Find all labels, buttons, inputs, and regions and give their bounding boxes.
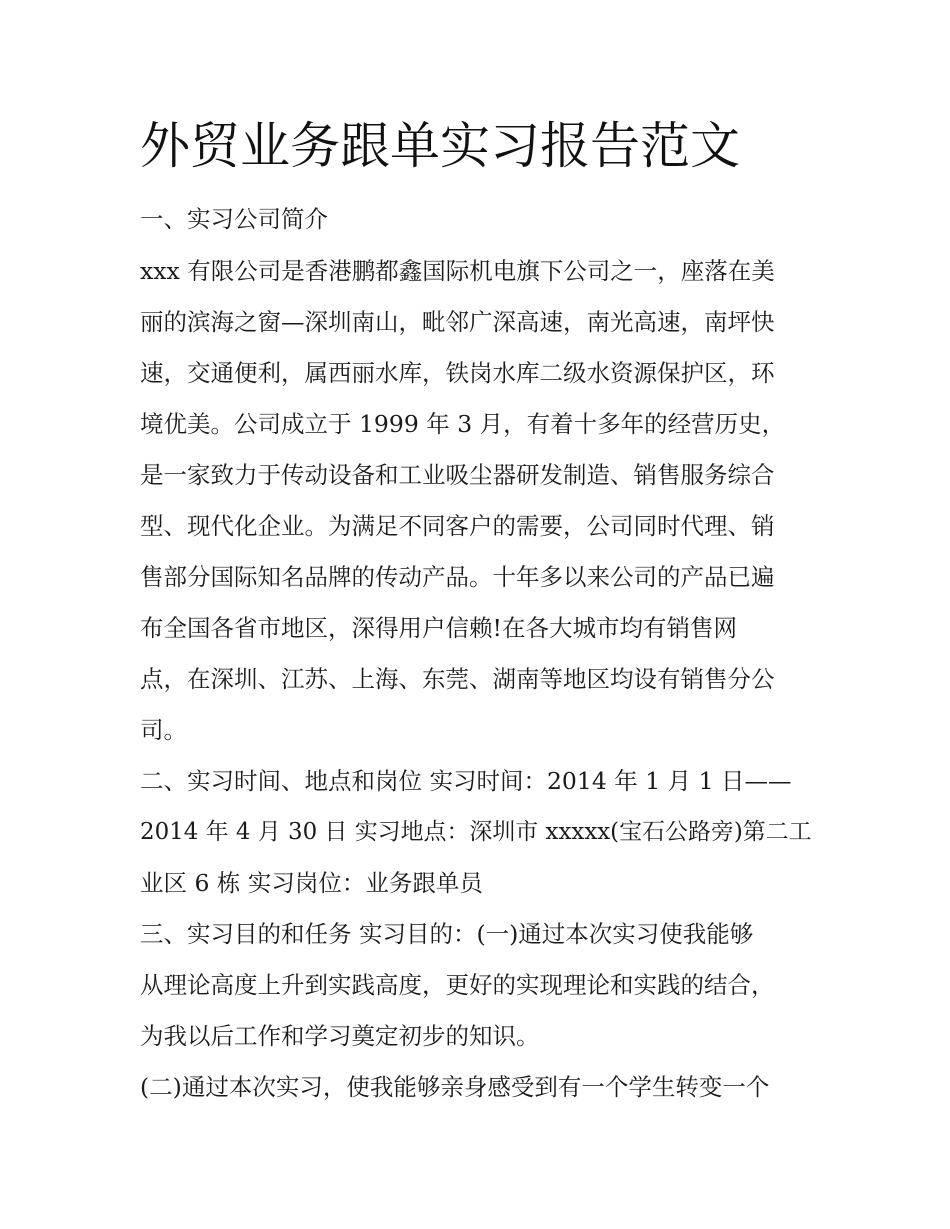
body-line: 丽的滨海之窗—深圳南山，毗邻广深高速，南光高速，南坪快 [140,308,775,336]
body-line: 境优美。公司成立于 1999 年 3 月，有着十多年的经营历史， [140,410,786,438]
body-line: 司。 [140,716,187,744]
body-line: 为我以后工作和学习奠定初步的知识。 [140,1022,540,1050]
body-line: 是一家致力于传动设备和工业吸尘器研发制造、销售服务综合 [140,461,775,489]
body-line: 点，在深圳、江苏、上海、东莞、湖南等地区均设有销售分公 [140,665,775,693]
body-line: 型、现代化企业。为满足不同客户的需要，公司同时代理、销 [140,512,775,540]
document-title: 外贸业务跟单实习报告范文 [140,117,740,175]
body-line: 2014 年 4 月 30 日 实习地点：深圳市 xxxxx(宝石公路旁)第二工 [140,819,812,845]
body-line: 布全国各省市地区，深得用户信赖!在各大城市均有销售网 [140,614,737,642]
section-heading-internship-time: 二、实习时间、地点和岗位 实习时间：2014 年 1 月 1 日—— [140,767,792,795]
section-heading-company-intro: 一、实习公司简介 [140,205,328,233]
section-heading-internship-purpose: 三、实习目的和任务 实习目的：(一)通过本次实习使我能够 [140,920,754,948]
body-line: xxx 有限公司是香港鹏都鑫国际机电旗下公司之一，座落在美 [140,257,775,285]
body-line: (二)通过本次实习，使我能够亲身感受到有一个学生转变一个 [140,1073,770,1101]
body-line: 售部分国际知名品牌的传动产品。十年多以来公司的产品已遍 [140,563,775,591]
body-line: 速，交通便利，属西丽水库，铁岗水库二级水资源保护区，环 [140,359,775,387]
body-line: 业区 6 栋 实习岗位：业务跟单员 [140,869,483,897]
body-line: 从理论高度上升到实践高度，更好的实现理论和实践的结合， [140,971,775,999]
